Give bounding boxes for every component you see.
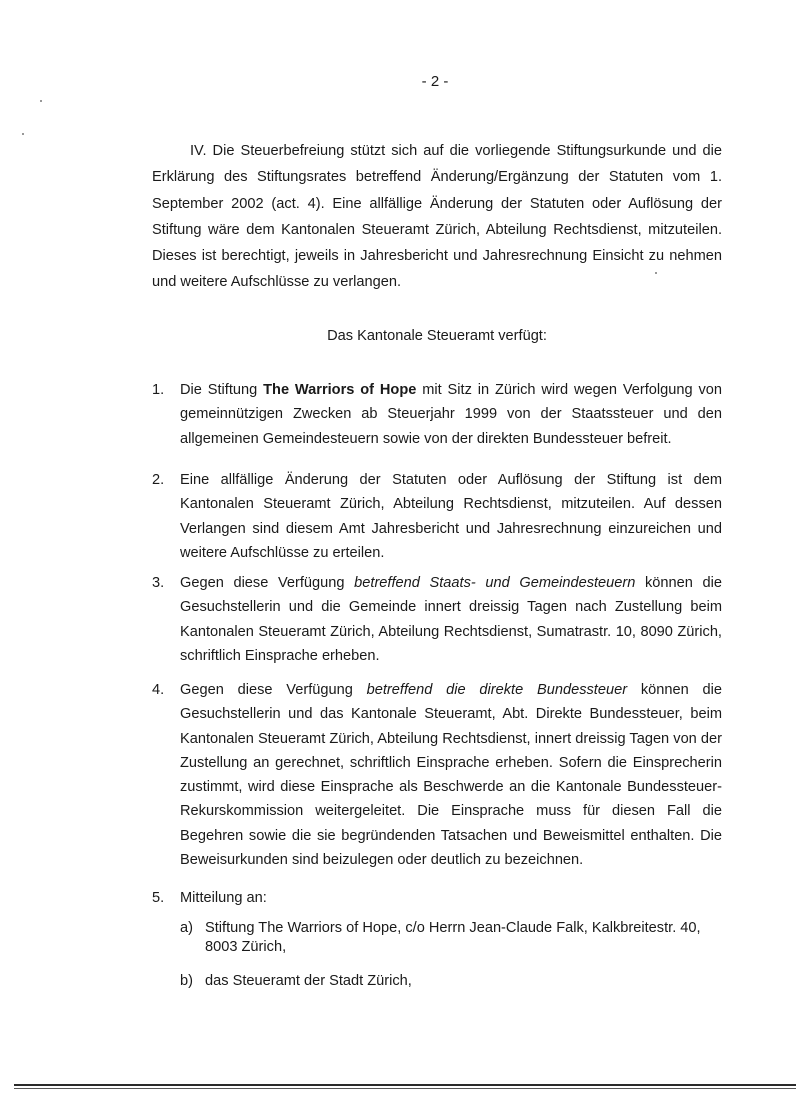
item-number: 4. — [152, 682, 165, 698]
sub-item-b — [180, 972, 725, 991]
item-text-part: Gegen diese Verfügung — [180, 575, 355, 591]
item-number: 2. — [152, 472, 165, 488]
list-item-5 — [152, 886, 722, 910]
sub-item-label: b) — [180, 973, 193, 989]
item-text-part: Gegen diese Verfügung — [180, 682, 367, 698]
item-number: 3. — [152, 575, 165, 591]
item-text-part: können die Gesuchstellerin und das Kantonale Steueramt, Abt. Direkte Bundessteuer, beim Kantonalen Steueramt Zürich, Abteilung Rechtsdienst, innert dreissig Tagen von der Zustellung an gerechnet, schriftlich Einsprache erheben. Sofern die Einsprecherin zustimmt, wird diese Einsprache als Beschwerde an die Kantonale Bundessteuer-Rekurskommission weitergeleitet. Die Einsprache muss für diesen Fall die Begehren sowie die sie begründenden Tatsachen und Beweismittel enthalten. Die Beweisurkunden sind beizulegen oder deutlich zu bezeichnen. — [180, 682, 722, 869]
page-number: - 2 - — [421, 73, 449, 90]
decree-heading: Das Kantonale Steueramt verfügt: — [327, 328, 547, 344]
item-text — [180, 678, 722, 872]
sub-item-text — [205, 972, 725, 991]
sub-item-text — [205, 919, 725, 957]
sub-item-a — [180, 919, 725, 957]
list-item-2 — [152, 468, 722, 565]
sub-item-label: a) — [180, 920, 193, 936]
item-text: Mitteilung an: — [180, 890, 267, 906]
scan-speck — [655, 272, 657, 274]
item-text — [180, 571, 722, 668]
paragraph-iv: IV. Die Steuerbefreiung stützt sich auf die vorliegende Stiftungsurkunde und die Erklärung des Stiftungsrates betreffend Änderung/Ergänzung der Statuten vom 1. September 2002 (act. 4). Eine allfällige Änderung der Statuten oder Auflösung der Stiftung wäre dem Kantonalen Steueramt Zürich, Abteilung Rechtsdienst, mitzuteilen. Dieses ist berechtigt, jeweils in Jahresbericht und Jahresrechnung Einsicht zu nehmen und weitere Aufschlüsse zu verlangen. — [152, 143, 722, 291]
item-text-part: können die Gesuchstellerin und die Gemeinde innert dreissig Tagen nach Zustellung beim Kantonalen Steueramt Zürich, Abteilung Rechtsdienst, Sumatrastr. 10, 8090 Zürich, schriftlich Einsprache erheben. — [180, 575, 722, 664]
list-item-3 — [152, 571, 722, 668]
item-text-part: mit Sitz in Zürich wird wegen Verfolgung von gemeinnützigen Zwecken ab Steuerjahr 1999 von der Staatssteuer und den allgemeinen Gemeindesteuern sowie von der direkten Bundessteuer befreit. — [180, 382, 723, 447]
scan-speck — [40, 100, 42, 102]
bottom-rule-shadow — [14, 1088, 796, 1089]
list-item-1 — [152, 378, 722, 451]
sub-item-line: 8003 Zürich, — [205, 939, 287, 955]
foundation-name: The Warriors of Hope — [263, 382, 417, 398]
sub-item-line: Stiftung The Warriors of Hope, c/o Herrn Jean-Claude Falk, Kalkbreitestr. 40, — [205, 920, 701, 936]
scan-speck — [22, 133, 24, 135]
item-text: Eine allfällige Änderung der Statuten oder Auflösung der Stiftung ist dem Kantonalen Steueramt Zürich, Abteilung Rechtsdienst, mitzuteilen. Auf dessen Verlangen sind diesem Amt Jahresbericht und Jahresrechnung einzureichen und weitere Aufschlüsse zu erteilen. — [180, 472, 722, 561]
bottom-rule — [14, 1084, 796, 1086]
item-number: 1. — [152, 382, 165, 398]
item-text-part: Die Stiftung — [180, 382, 264, 398]
item-emphasis: betreffend Staats- und Gemeindesteuern — [354, 575, 636, 591]
item-number: 5. — [152, 890, 165, 906]
item-text — [180, 378, 722, 451]
list-item-4 — [152, 678, 722, 872]
item-emphasis: betreffend die direkte Bundessteuer — [366, 682, 628, 698]
sub-item-line: das Steueramt der Stadt Zürich, — [205, 973, 412, 989]
